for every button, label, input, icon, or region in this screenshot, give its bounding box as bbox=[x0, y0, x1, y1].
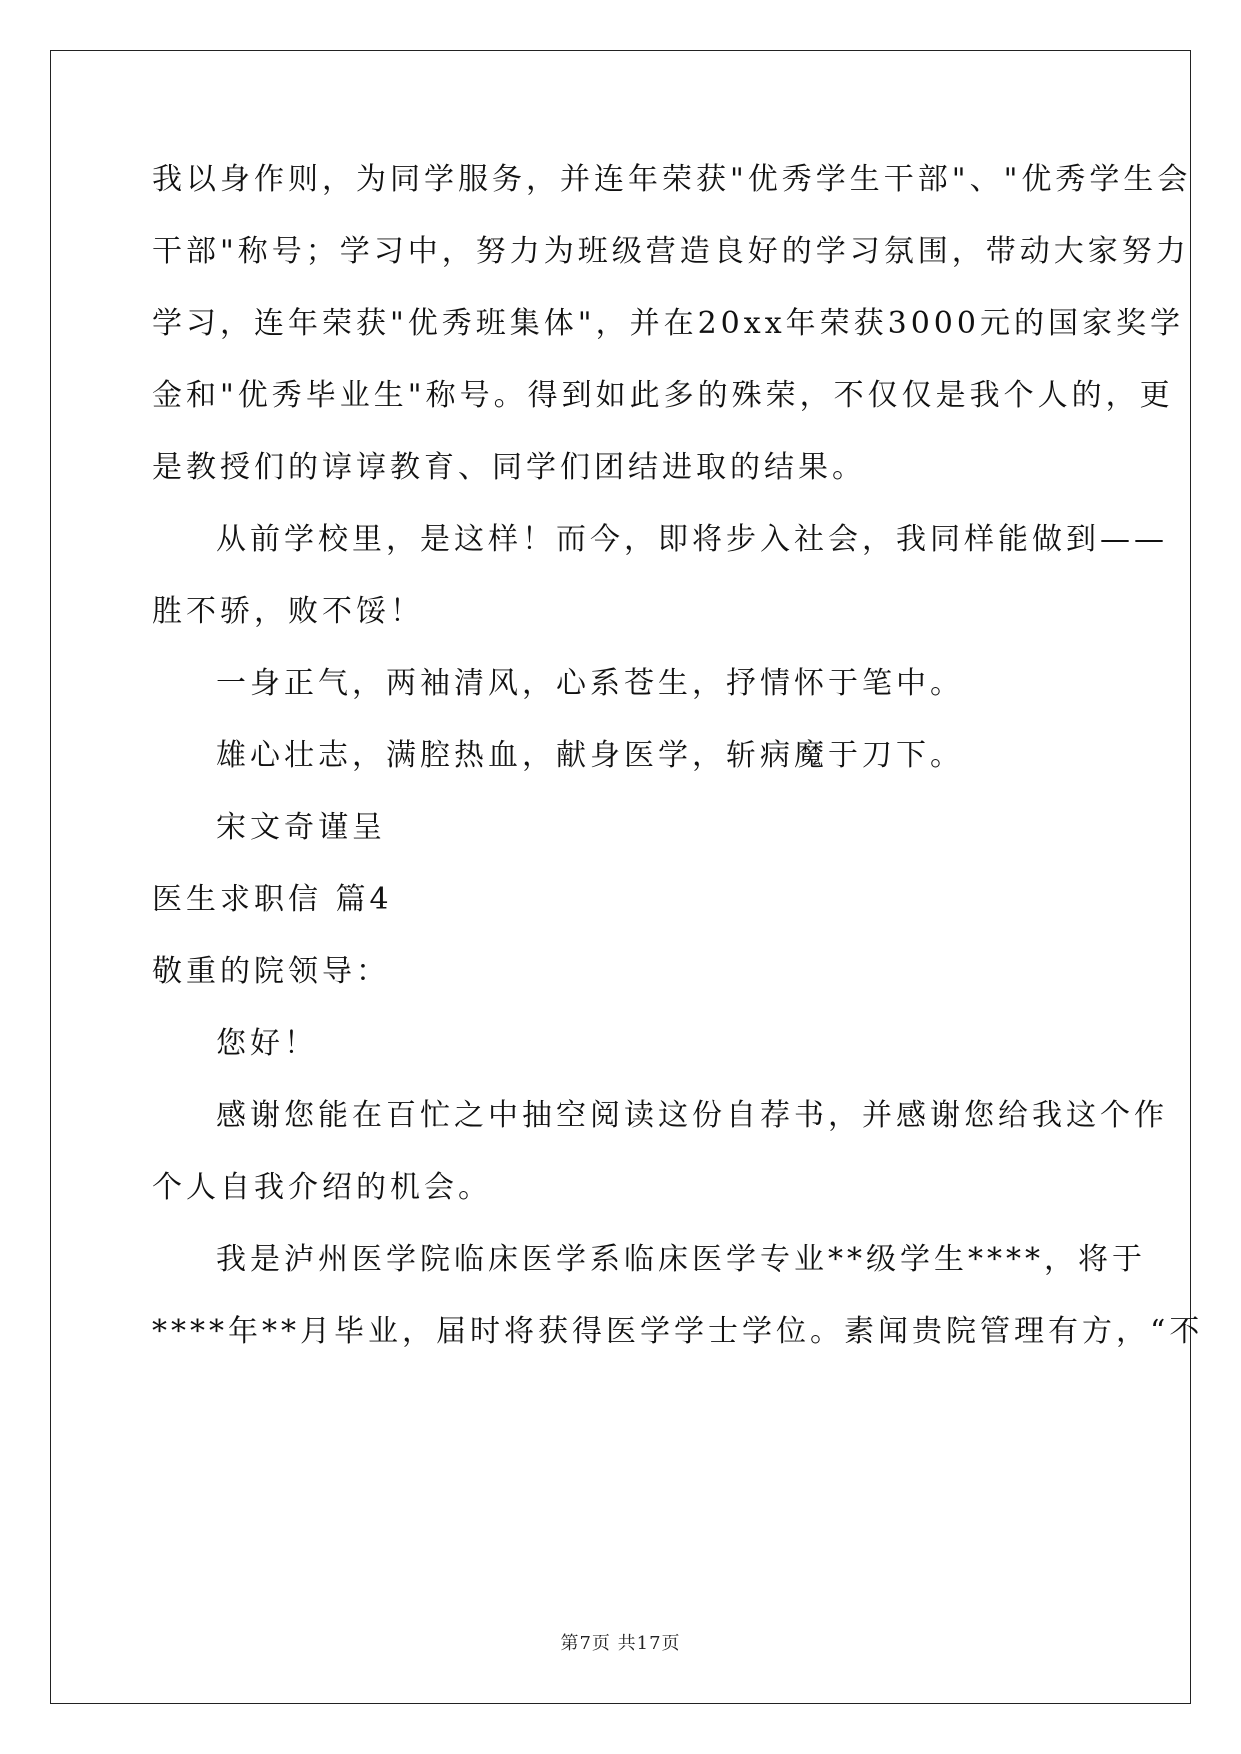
page-number-footer: 第7页 共17页 bbox=[560, 1633, 681, 1654]
body-text-line: ****年**月毕业，届时将获得医学学士学位。素闻贵院管理有方，“不 bbox=[152, 1314, 1204, 1349]
salutation: 敬重的院领导： bbox=[152, 954, 390, 989]
section-heading: 医生求职信 篇4 bbox=[152, 882, 393, 917]
paragraph-start-line: 我是泸州医学院临床医学系临床医学专业**级学生****，将于 bbox=[216, 1242, 1146, 1277]
paragraph-start-line: 感谢您能在百忙之中抽空阅读这份自荐书，并感谢您给我这个作 bbox=[216, 1098, 1168, 1133]
body-text-line: 干部"称号；学习中，努力为班级营造良好的学习氛围，带动大家努力 bbox=[152, 234, 1190, 269]
paragraph-start-line: 一身正气，两袖清风，心系苍生，抒情怀于笔中。 bbox=[216, 666, 964, 701]
page-frame bbox=[50, 50, 1191, 1704]
body-text-line: 个人自我介绍的机会。 bbox=[152, 1170, 492, 1205]
signature-line: 宋文奇谨呈 bbox=[216, 810, 386, 845]
paragraph-start-line: 从前学校里，是这样！而今，即将步入社会，我同样能做到—— bbox=[216, 522, 1168, 557]
greeting: 您好！ bbox=[216, 1026, 318, 1061]
paragraph-start-line: 雄心壮志，满腔热血，献身医学，斩病魔于刀下。 bbox=[216, 738, 964, 773]
body-text-line: 是教授们的谆谆教育、同学们团结进取的结果。 bbox=[152, 450, 866, 485]
body-text-line: 我以身作则，为同学服务，并连年荣获"优秀学生干部"、"优秀学生会 bbox=[152, 162, 1192, 197]
body-text-line: 胜不骄，败不馁！ bbox=[152, 594, 424, 629]
body-text-line: 学习，连年荣获"优秀班集体"，并在20xx年荣获3000元的国家奖学 bbox=[152, 306, 1184, 341]
body-text-line: 金和"优秀毕业生"称号。得到如此多的殊荣，不仅仅是我个人的，更 bbox=[152, 378, 1174, 413]
